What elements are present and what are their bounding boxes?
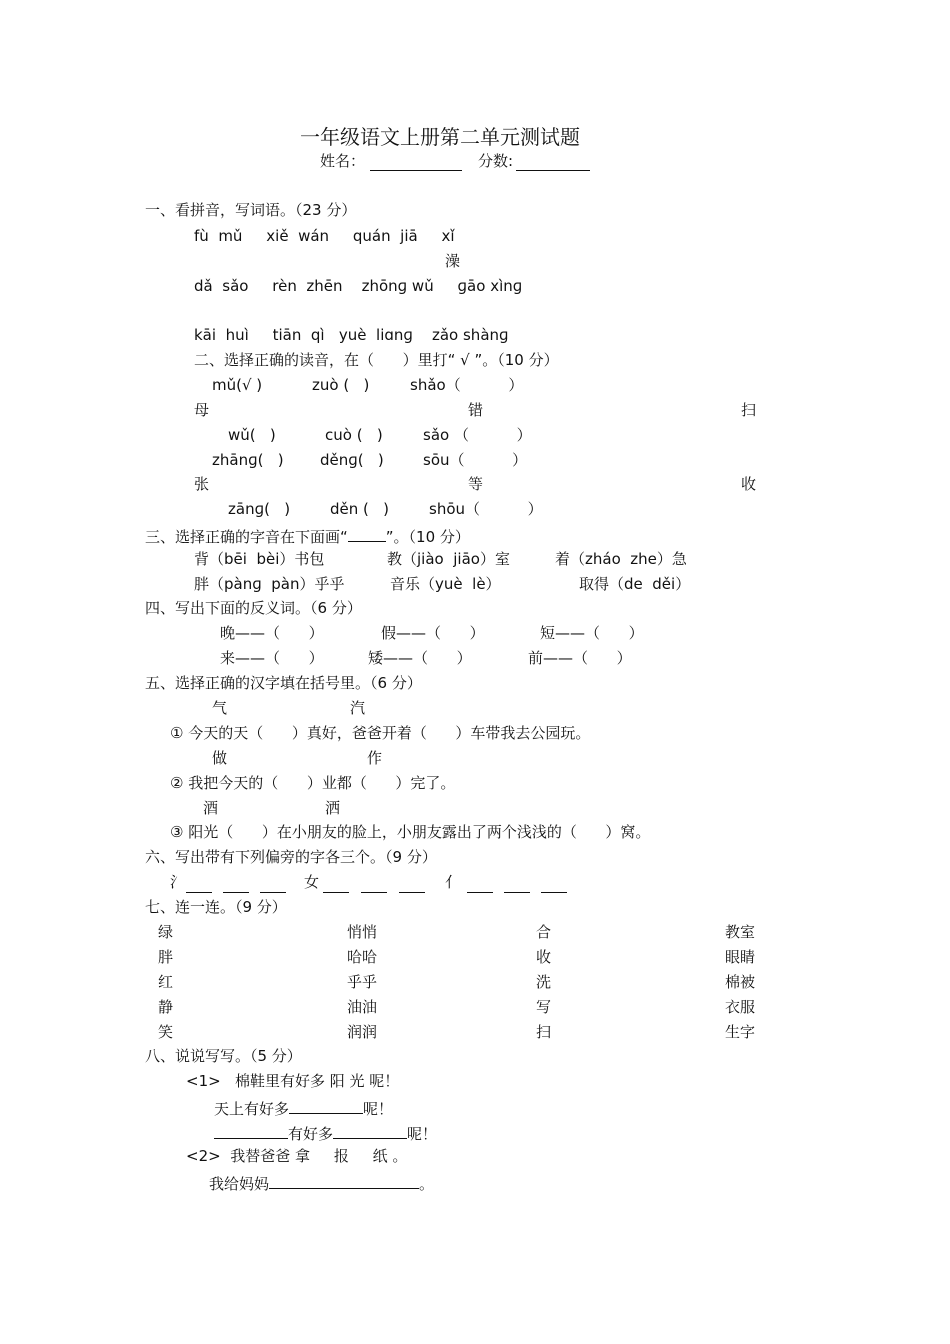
char-option: 作 [367,749,383,767]
fill-line-pre: 天上有好多 [214,1100,290,1118]
reading-option[interactable]: sǎo （ ） [423,426,532,444]
char-option: 酒 [203,799,219,817]
example-sentence: <2> 我替爸爸 拿 报 纸 。 [186,1147,408,1165]
match-word[interactable]: 衣服 [725,998,756,1016]
match-word[interactable]: 红 [158,973,174,991]
pinyin-row1: fù mǔ xiě wán quán jiā xǐ [194,227,455,245]
reading-char: 错 [468,401,484,419]
reading-char: 等 [468,475,484,493]
pronunciation-item[interactable]: 取得（de děi） [579,575,691,593]
antonym-item[interactable]: 矮——（ ） [368,649,472,667]
pronunciation-item[interactable]: 着（zháo zhe）急 [555,550,687,568]
antonym-item[interactable]: 来——（ ） [220,649,324,667]
antonym-item[interactable]: 前——（ ） [528,649,632,667]
reading-option[interactable]: děnɡ( ) [320,451,384,469]
write-blank[interactable] [269,1174,419,1189]
match-word[interactable]: 洗 [536,973,552,991]
radical-blank[interactable] [323,876,349,893]
match-word[interactable]: 写 [536,998,552,1016]
match-word[interactable]: 悄悄 [347,923,378,941]
radical-blank[interactable] [467,876,493,893]
pronunciation-item[interactable]: 背（bēi bèi）书包 [194,550,325,568]
fill-sentence[interactable]: ② 我把今天的（ ）业都（ ）完了。 [170,774,456,792]
reading-option[interactable]: shǎo（ ） [410,376,524,394]
write-blank[interactable] [214,1124,288,1139]
radical-label: 亻 [445,873,461,891]
score-blank[interactable] [516,154,590,171]
page-title: 一年级语文上册第二单元测试题 [300,125,580,149]
fill-line-post: 。 [419,1175,435,1193]
radical-blank[interactable] [223,876,249,893]
reading-char: 收 [741,475,757,493]
fill-sentence[interactable]: ① 今天的天（ ）真好，爸爸开着（ ）车带我去公园玩。 [170,724,591,742]
reading-option[interactable]: zhānɡ( ) [212,451,284,469]
pronunciation-item[interactable]: 教（jiào jiāo）室 [387,550,510,568]
fill-line-post: 呢！ [407,1125,438,1143]
radical-label: 女 [304,873,320,891]
match-word[interactable]: 生字 [725,1023,756,1041]
fill-line [209,1174,434,1192]
char-option: 汽 [350,699,366,717]
match-word[interactable]: 棉被 [725,973,756,991]
match-word[interactable]: 乎乎 [347,973,378,991]
pinyin-row1-char: 澡 [445,252,461,270]
example-sentence: <1> 棉鞋里有好多 阳 光 呢！ [186,1072,400,1090]
reading-option[interactable]: děn ( ) [330,500,390,518]
pinyin-row2: dǎ sǎo rèn zhēn zhōnɡ wǔ ɡāo xìnɡ [194,277,523,295]
score-label: 分数: [478,152,514,170]
reading-char: 张 [194,475,210,493]
fill-line-post: 呢！ [363,1100,394,1118]
section3-title-start: 三、选择正确的字音在下面画“ [145,528,348,546]
fill-line [214,1099,393,1117]
pronunciation-item[interactable]: 胖（pànɡ pàn）乎乎 [194,575,345,593]
section7-title: 七、连一连。（9 分） [145,898,287,916]
section4-title: 四、写出下面的反义词。（6 分） [145,599,362,617]
reading-option[interactable]: zānɡ( ) [228,500,291,518]
section2-title: 二、选择正确的读音，在（ ）里打“ √ ”。（10 分） [194,351,559,369]
match-word[interactable]: 合 [536,923,552,941]
char-option: 气 [212,699,228,717]
reading-option[interactable]: zuò ( ) [312,376,370,394]
match-word[interactable]: 收 [536,948,552,966]
reading-char: 扫 [741,401,757,419]
fill-line-pre: 我给妈妈 [209,1175,270,1193]
name-blank[interactable] [370,154,462,171]
section3-title-end: ”。（10 分） [385,528,470,546]
radical-blank[interactable] [504,876,530,893]
pinyin-row3: kāi huì tiān qì yuè liɑnɡ zǎo shànɡ [194,326,509,344]
match-word[interactable]: 润润 [347,1023,378,1041]
reading-option[interactable]: shōu（ ） [429,500,543,518]
fill-sentence[interactable]: ③ 阳光（ ）在小朋友的脸上，小朋友露出了两个浅浅的（ ）窝。 [170,823,651,841]
match-word[interactable]: 胖 [158,948,174,966]
radical-blank[interactable] [541,876,567,893]
write-blank[interactable] [333,1124,407,1139]
antonym-item[interactable]: 晚——（ ） [220,624,324,642]
write-blank[interactable] [289,1099,363,1114]
section8-title: 八、说说写写。（5 分） [145,1047,302,1065]
underline-sample [348,527,386,542]
section3-title [145,527,470,545]
match-word[interactable]: 笑 [158,1023,174,1041]
reading-option[interactable]: mǔ(√ ) [212,376,263,394]
match-word[interactable]: 扫 [536,1023,552,1041]
reading-option[interactable]: sōu（ ） [423,451,528,469]
match-word[interactable]: 眼睛 [725,948,756,966]
radical-blank[interactable] [260,876,286,893]
pronunciation-item[interactable]: 音乐（yuè lè） [390,575,501,593]
section6-title: 六、写出带有下列偏旁的字各三个。（9 分） [145,848,437,866]
name-label: 姓名： [320,152,366,170]
reading-char: 母 [194,401,210,419]
radical-blank[interactable] [186,876,212,893]
char-option: 洒 [325,799,341,817]
match-word[interactable]: 教室 [725,923,756,941]
match-word[interactable]: 哈哈 [347,948,378,966]
antonym-item[interactable]: 假——（ ） [381,624,485,642]
section5-title: 五、选择正确的汉字填在括号里。（6 分） [145,674,422,692]
char-option: 做 [212,749,228,767]
radical-blank[interactable] [361,876,387,893]
reading-option[interactable]: wǔ( ) [228,426,276,444]
antonym-item[interactable]: 短——（ ） [540,624,644,642]
match-word[interactable]: 油油 [347,998,378,1016]
radical-label: 氵 [170,873,186,891]
match-word[interactable]: 静 [158,998,174,1016]
section1-title: 一、看拼音，写词语。（23 分） [145,201,357,219]
reading-option[interactable]: cuò ( ) [325,426,383,444]
radical-blank[interactable] [399,876,425,893]
fill-line [214,1124,437,1142]
match-word[interactable]: 绿 [158,923,174,941]
fill-line-mid: 有好多 [288,1125,334,1143]
